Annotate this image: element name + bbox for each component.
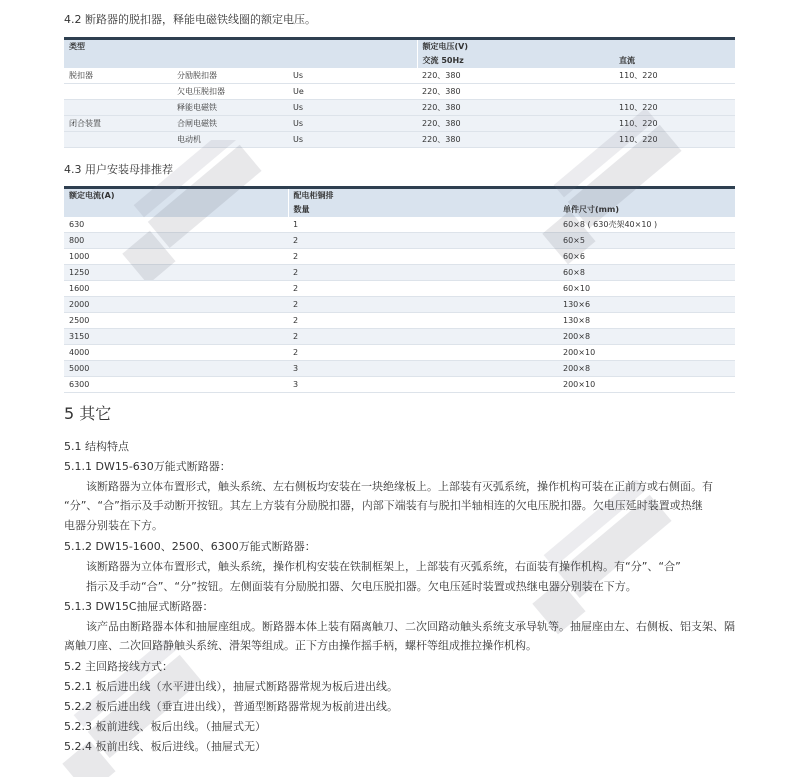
paragraph-5-1-2-line1: 该断路器为立体布置形式，触头系统，操作机构安装在铁制框架上，上部装有灭弧系统，右面装有操作机构。有“分”、“合” xyxy=(86,560,681,573)
cell-size: 130×8 xyxy=(558,313,735,329)
cell-name: 欠电压脱扣器 xyxy=(172,84,288,100)
cell-qty: 2 xyxy=(288,345,558,361)
cell-symbol: Us xyxy=(288,116,417,132)
cell-dc: 110、220 xyxy=(614,116,735,132)
paragraph-5-1-3-line1: 该产品由断路器本体和抽屉座组成。断路器本体上装有隔离触刀、二次回路动触头系统支承导轨等。抽屉座由左、右侧板、铝支架、隔 xyxy=(86,620,735,633)
header-ac: 交流 50Hz xyxy=(417,54,614,68)
table-header-row xyxy=(64,188,735,204)
table-row xyxy=(64,217,735,233)
table-row xyxy=(64,100,735,116)
heading-5-2: 5.2 主回路接线方式： xyxy=(64,660,173,673)
item-5-2-3: 5.2.3 板前进线、板后出线。（抽屉式无） xyxy=(64,720,266,733)
cell-qty: 2 xyxy=(288,233,558,249)
cell-qty: 2 xyxy=(288,297,558,313)
cell-size: 60×5 xyxy=(558,233,735,249)
cell-size: 200×10 xyxy=(558,377,735,393)
cell-current: 2500 xyxy=(64,313,288,329)
item-5-2-4: 5.2.4 板前出线、板后进线。（抽屉式无） xyxy=(64,740,266,753)
cell-qty: 2 xyxy=(288,281,558,297)
cell-current: 2000 xyxy=(64,297,288,313)
table-row xyxy=(64,377,735,393)
cell-symbol: Us xyxy=(288,68,417,84)
heading-5-1-1: 5.1.1 DW15-630万能式断路器： xyxy=(64,460,231,473)
cell-size: 200×10 xyxy=(558,345,735,361)
cell-current: 1000 xyxy=(64,249,288,265)
cell-group: 闭合装置 xyxy=(64,116,172,132)
cell-name: 释能电磁铁 xyxy=(172,100,288,116)
paragraph-5-1-1-line2: “分”、“合”指示及手动断开按钮。其左上方装有分励脱扣器，内部下端装有与脱扣半轴相连的欠电压脱扣器。欠电压延时装置或热继 xyxy=(64,499,703,512)
cell-current: 4000 xyxy=(64,345,288,361)
table-row xyxy=(64,361,735,377)
cell-qty: 2 xyxy=(288,329,558,345)
cell-current: 1600 xyxy=(64,281,288,297)
table-row xyxy=(64,68,735,84)
cell-size: 130×6 xyxy=(558,297,735,313)
table-row xyxy=(64,265,735,281)
cell-size: 60×6 xyxy=(558,249,735,265)
cell-group: 脱扣器 xyxy=(64,68,172,84)
table-row xyxy=(64,281,735,297)
cell-ac: 220、380 xyxy=(417,68,614,84)
cell-current: 800 xyxy=(64,233,288,249)
cell-symbol: Us xyxy=(288,100,417,116)
paragraph-5-1-1-line1: 该断路器为立体布置形式，触头系统、左右侧板均安装在一块绝缘板上。上部装有灭弧系统，操作机构可装在正前方或右侧面。有 xyxy=(86,480,713,493)
cell-group xyxy=(64,100,172,116)
header-size: 单件尺寸(mm) xyxy=(558,203,735,217)
cell-size: 60×10 xyxy=(558,281,735,297)
cell-qty: 2 xyxy=(288,313,558,329)
trip-unit-voltage-table xyxy=(64,37,735,148)
header-dc: 直流 xyxy=(614,54,735,68)
header-current: 额定电流(A) xyxy=(64,188,288,204)
table-row xyxy=(64,329,735,345)
paragraph-5-1-1-line3: 电器分别装在下方。 xyxy=(64,519,163,532)
section-title-4-3: 4.3 用户安装母排推荐 xyxy=(64,163,173,176)
cell-ac: 220、380 xyxy=(417,84,614,100)
cell-ac: 220、380 xyxy=(417,100,614,116)
cell-symbol: Ue xyxy=(288,84,417,100)
item-5-2-1: 5.2.1 板后进出线（水平进出线），抽屉式断路器常规为板后进出线。 xyxy=(64,680,398,693)
cell-group xyxy=(64,84,172,100)
cell-size: 60×8 ( 630壳架40×10 ) xyxy=(558,217,735,233)
heading-5-1-2: 5.1.2 DW15-1600、2500、6300万能式断路器： xyxy=(64,540,316,553)
table-row xyxy=(64,233,735,249)
cell-group xyxy=(64,132,172,148)
cell-qty: 1 xyxy=(288,217,558,233)
cell-name: 合闸电磁铁 xyxy=(172,116,288,132)
header-type: 类型 xyxy=(64,39,417,55)
paragraph-5-1-2-line2: 指示及手动“合”、“分”按钮。左侧面装有分励脱扣器、欠电压脱扣器。欠电压延时装置或热继电器分别装在下方。 xyxy=(86,580,637,593)
table-subheader-row xyxy=(64,54,735,68)
section-heading-5: 5 其它 xyxy=(64,404,112,423)
cell-current: 3150 xyxy=(64,329,288,345)
table-row xyxy=(64,297,735,313)
heading-5-1: 5.1 结构特点 xyxy=(64,440,129,453)
cell-dc: 110、220 xyxy=(614,132,735,148)
cell-size: 60×8 xyxy=(558,265,735,281)
cell-current: 5000 xyxy=(64,361,288,377)
cell-qty: 3 xyxy=(288,361,558,377)
table-subheader-row xyxy=(64,203,735,217)
cell-current: 630 xyxy=(64,217,288,233)
header-qty: 数量 xyxy=(288,203,558,217)
cell-dc: 110、220 xyxy=(614,68,735,84)
header-rated-voltage: 额定电压(V) xyxy=(417,39,735,55)
cell-name: 分励脱扣器 xyxy=(172,68,288,84)
table-row xyxy=(64,249,735,265)
cell-dc xyxy=(614,84,735,100)
header-busbar: 配电柜铜排 xyxy=(288,188,735,204)
cell-current: 6300 xyxy=(64,377,288,393)
table-row xyxy=(64,132,735,148)
cell-qty: 3 xyxy=(288,377,558,393)
section-title-4-2: 4.2 断路器的脱扣器，释能电磁铁线圈的额定电压。 xyxy=(64,13,316,26)
table-row xyxy=(64,313,735,329)
table-row xyxy=(64,84,735,100)
cell-dc: 110、220 xyxy=(614,100,735,116)
busbar-recommendation-table xyxy=(64,186,735,393)
item-5-2-2: 5.2.2 板后进出线（垂直进出线），普通型断路器常规为板前进出线。 xyxy=(64,700,398,713)
cell-size: 200×8 xyxy=(558,329,735,345)
table-row xyxy=(64,345,735,361)
cell-symbol: Us xyxy=(288,132,417,148)
heading-5-1-3: 5.1.3 DW15C抽屉式断路器： xyxy=(64,600,214,613)
paragraph-5-1-3-line2: 离触刀座、二次回路静触头系统、滑架等组成。正下方由操作摇手柄，螺杆等组成推拉操作机构。 xyxy=(64,639,537,652)
table-row xyxy=(64,116,735,132)
cell-qty: 2 xyxy=(288,249,558,265)
cell-ac: 220、380 xyxy=(417,116,614,132)
table-header-row xyxy=(64,39,735,55)
cell-ac: 220、380 xyxy=(417,132,614,148)
cell-name: 电动机 xyxy=(172,132,288,148)
cell-size: 200×8 xyxy=(558,361,735,377)
cell-current: 1250 xyxy=(64,265,288,281)
cell-qty: 2 xyxy=(288,265,558,281)
